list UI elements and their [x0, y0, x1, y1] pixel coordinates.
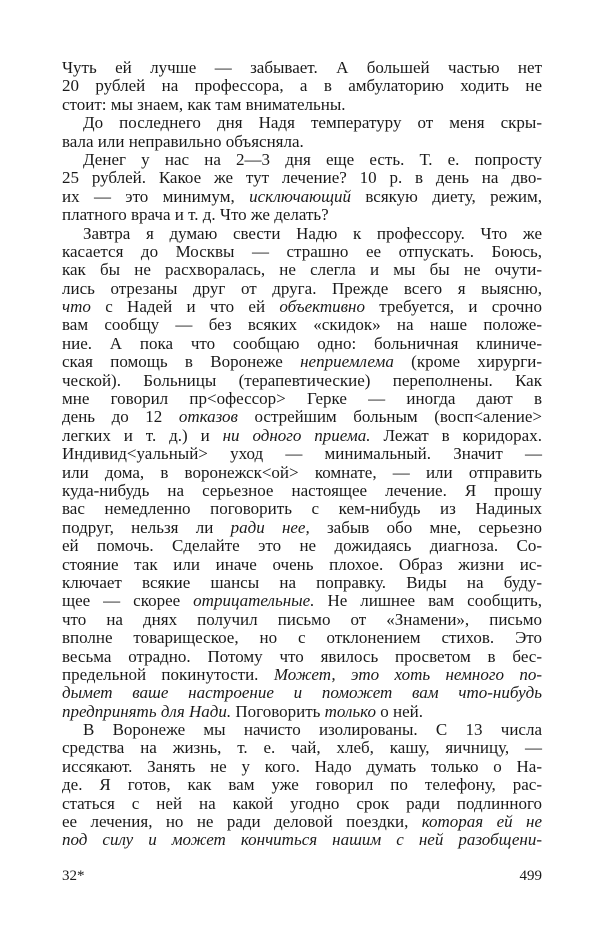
text-segment: ей помочь. Сделайте это не дожидаясь диагноза. Со- — [62, 536, 542, 556]
italic-text: исключающий — [249, 186, 352, 206]
text-line — [62, 482, 542, 500]
page-footer — [62, 868, 542, 885]
text-segment: Лежат в коридорах. — [370, 425, 542, 445]
italic-text: дымет ваше настроение и поможет вам что-нибудь — [62, 683, 542, 703]
italic-text: объективно — [279, 297, 365, 317]
text-segment: лись отрезаны друг от друга. Прежде всего я выясню, — [62, 278, 542, 298]
text-segment: Денег у нас на 2—3 дня еще есть. Т. е. попросту — [83, 149, 542, 169]
text-line — [62, 96, 542, 114]
text-segment: ская помощь в Воронеже — [62, 352, 301, 372]
text-line — [62, 372, 542, 390]
text-segment: ние. А пока что сообщаю одно: больничная клиниче- — [62, 333, 542, 353]
text-segment: де. Я готов, как вам уже говорил по телефону, рас- — [62, 775, 542, 795]
italic-text: Может, это хоть немного по- — [273, 664, 542, 684]
text-segment: средства на жизнь, т. е. чай, хлеб, кашу, яичницу, — — [62, 738, 542, 758]
italic-text: ради нее, — [230, 517, 310, 537]
text-line — [62, 500, 542, 518]
text-line — [62, 114, 542, 132]
text-segment: острейшим больным (восп<аление> — [237, 407, 542, 427]
text-segment: 20 рублей на профессора, а в амбулаторию ходить не — [62, 76, 542, 96]
text-line — [62, 831, 542, 849]
signature-mark: 32* — [62, 868, 85, 884]
text-segment: ключает всякие шансы на поправку. Виды на буду- — [62, 572, 542, 592]
text-segment: с Надей и что ей — [90, 297, 280, 317]
text-segment: Чуть ей лучше — забывает. А большей частью нет — [62, 58, 542, 77]
italic-text: отказов — [178, 407, 238, 427]
text-segment: Поговорить — [231, 701, 325, 721]
text-line — [62, 298, 542, 316]
italic-text: только — [324, 701, 376, 721]
text-segment: предельной покинутости. — [62, 664, 274, 684]
text-line — [62, 225, 542, 243]
text-line — [62, 629, 542, 647]
text-line — [62, 445, 542, 463]
text-line — [62, 261, 542, 279]
text-line — [62, 592, 542, 610]
text-segment: их — это минимум, — [62, 186, 250, 206]
text-segment: ческой). Больницы (терапевтические) переполнены. Как — [62, 370, 542, 390]
text-segment: о ней. — [375, 701, 423, 721]
text-segment: вала или неправильно объясняла. — [62, 131, 304, 151]
text-segment: Не лишнее вам сообщить, — [314, 591, 542, 611]
text-line — [62, 408, 542, 426]
text-line — [62, 795, 542, 813]
text-segment: или дома, в воронежск<ой> комнате, — или отправить — [62, 462, 542, 482]
text-line — [62, 133, 542, 151]
text-line — [62, 703, 542, 721]
text-segment: иссякают. Занять не у кого. Надо думать только о На- — [62, 756, 542, 776]
italic-text: под силу и может кончиться нашим с ней разобщени- — [62, 830, 542, 850]
text-line — [62, 151, 542, 169]
text-line — [62, 427, 542, 445]
page-number: 499 — [519, 868, 542, 884]
italic-text: ни одного приема. — [222, 425, 371, 445]
text-line — [62, 776, 542, 794]
text-segment: стояние так или иначе очень плохое. Образ жизни ис- — [62, 554, 542, 574]
text-segment: 25 рублей. Какое же тут лечение? 10 р. в день на дво- — [62, 168, 542, 188]
text-segment: Индивид<уальный> уход — минимальный. Значит — — [62, 444, 542, 464]
text-segment: щее — скорее — [62, 591, 194, 611]
text-segment: В Воронеже мы начисто изолированы. С 13 числа — [83, 720, 542, 740]
text-segment: легких и т. д.) и — [62, 425, 223, 445]
text-line — [62, 684, 542, 702]
text-line — [62, 813, 542, 831]
text-line — [62, 390, 542, 408]
text-segment: вас немедленно поговорить с кем-нибудь из Надиных — [62, 499, 542, 519]
text-segment: куда-нибудь на серьезное настоящее лечение. Я прошу — [62, 480, 542, 500]
text-segment: Завтра я думаю свести Надю к профессору. Что же — [83, 223, 542, 243]
text-line — [62, 556, 542, 574]
text-segment: вполне товарищеское, но с отклонением стихов. Это — [62, 628, 542, 648]
text-line — [62, 464, 542, 482]
text-segment: подруг, нельзя ли — [62, 517, 231, 537]
italic-text: неприемлема — [300, 352, 394, 372]
text-segment: (кроме хирурги- — [393, 352, 542, 372]
text-line — [62, 77, 542, 95]
italic-text: что — [62, 297, 91, 317]
text-segment: касается до Москвы — страшно ее отпускать. Боюсь, — [62, 241, 542, 261]
text-line — [62, 519, 542, 537]
text-segment: что на днях получил письмо от «Знамени», письмо — [62, 609, 542, 629]
text-line — [62, 335, 542, 353]
text-line — [62, 188, 542, 206]
text-segment: вам сообщу — без всяких «скидок» на наше положе- — [62, 315, 542, 335]
text-segment: весьма отрадно. Потому что явилось просветом в бес- — [62, 646, 542, 666]
text-line — [62, 316, 542, 334]
text-segment: требуется, и срочно — [364, 297, 543, 317]
text-line — [62, 537, 542, 555]
text-segment: ее лечения, но не ради деловой поездки, — [62, 812, 422, 832]
text-segment: забыв обо мне, серьезно — [309, 517, 542, 537]
italic-text: отрицательные. — [193, 591, 315, 611]
text-line — [62, 59, 542, 77]
text-segment: мне говорил пр<офессор> Герке — иногда дают в — [62, 389, 542, 409]
text-line — [62, 666, 542, 684]
text-segment: день до 12 — [62, 407, 179, 427]
text-line — [62, 721, 542, 739]
text-segment: платного врача и т. д. Что же делать? — [62, 205, 329, 225]
text-line — [62, 206, 542, 224]
text-line — [62, 574, 542, 592]
text-segment: как бы не расхворалась, не слегла и мы бы не очути- — [62, 260, 542, 280]
text-line — [62, 648, 542, 666]
text-line — [62, 758, 542, 776]
text-line — [62, 280, 542, 298]
italic-text: предпринять для Нади. — [62, 701, 232, 721]
text-segment: всякую диету, режим, — [351, 186, 542, 206]
text-segment: статься с ней на какой угодно срок ради подлинного — [62, 793, 542, 813]
text-line — [62, 353, 542, 371]
text-segment: стоит: мы знаем, как там внимательны. — [62, 94, 346, 114]
text-line — [62, 243, 542, 261]
text-segment: До последнего дня Надя температуру от меня скры- — [83, 113, 542, 133]
text-line — [62, 611, 542, 629]
page-body-text — [62, 59, 542, 850]
text-line — [62, 739, 542, 757]
italic-text: которая ей не — [421, 812, 543, 832]
text-line — [62, 169, 542, 187]
